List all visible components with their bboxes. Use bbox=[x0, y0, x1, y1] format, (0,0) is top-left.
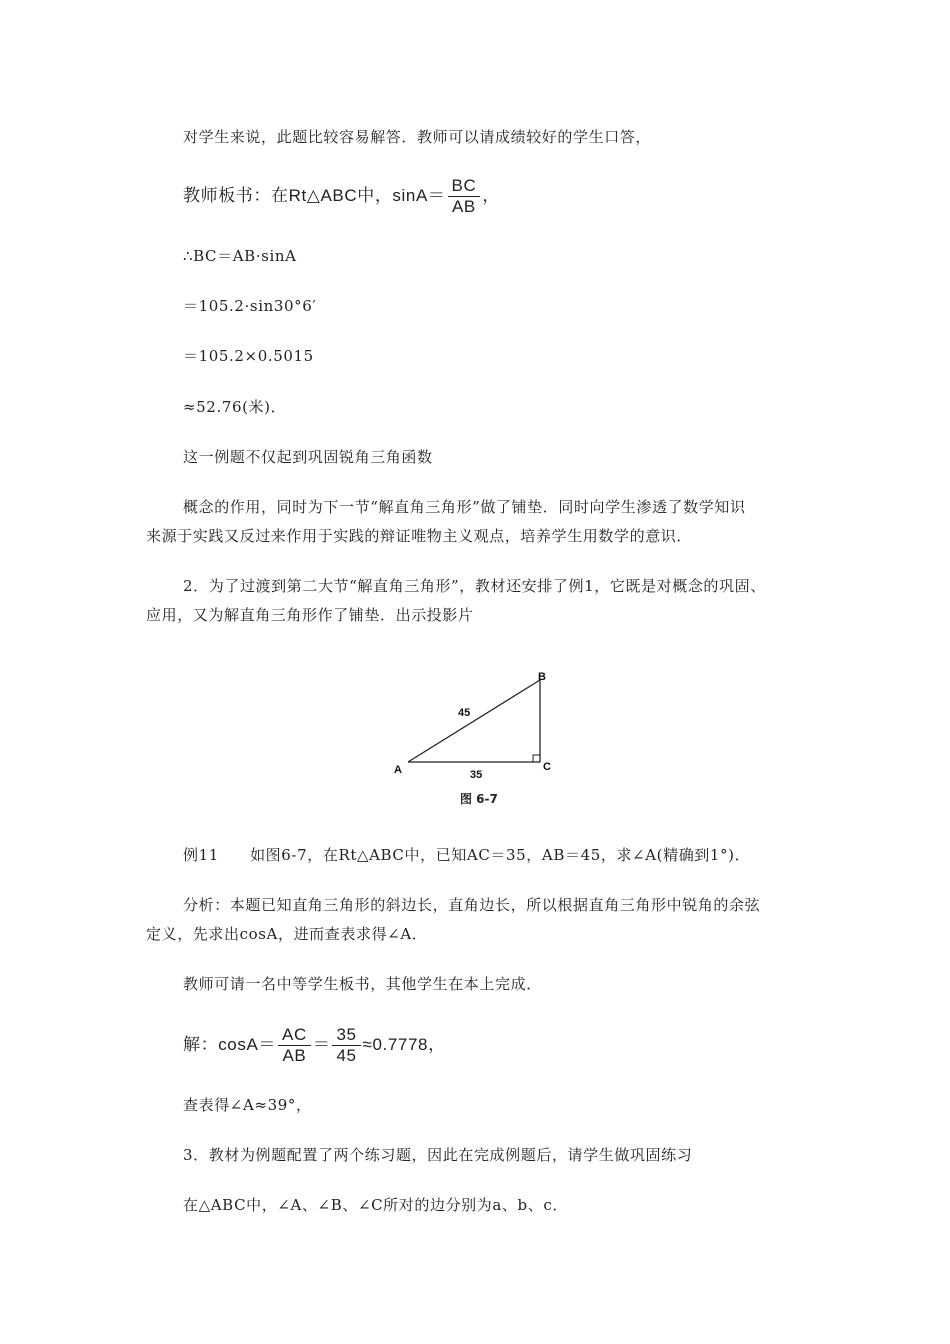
fraction-bc-ab bbox=[448, 176, 481, 217]
fraction-numerator: 35 bbox=[332, 1025, 360, 1046]
vertex-label-a: A bbox=[394, 764, 402, 776]
paragraph-triangle-sides: 在△ABC中，∠A、∠B、∠C所对的边分别为a、b、c． bbox=[183, 1196, 568, 1214]
solution-prefix: 解：cosA＝ bbox=[183, 1034, 276, 1054]
analysis-line2: 定义，先求出cosA，进而查表求得∠A． bbox=[146, 925, 428, 943]
paragraph-teacher-oral: 对学生来说，此题比较容易解答．教师可以请成绩较好的学生口答， bbox=[183, 128, 652, 146]
solution-equals: ＝ bbox=[312, 1034, 331, 1054]
paragraph-board-task: 教师可请一名中等学生板书，其他学生在本上完成． bbox=[183, 975, 542, 993]
board-formula-prefix: 教师板书：在Rt△ABC中，sinA＝ bbox=[183, 185, 446, 205]
right-angle-marker bbox=[533, 755, 540, 762]
fraction-denominator: AB bbox=[282, 1046, 307, 1065]
paragraph-exercises: 3．教材为例题配置了两个练习题，因此在完成例题后，请学生做巩固练习 bbox=[183, 1146, 693, 1164]
board-formula-suffix: ， bbox=[482, 185, 500, 205]
fraction-denominator: AB bbox=[451, 197, 476, 216]
vertex-label-c: C bbox=[543, 761, 551, 773]
solution-suffix: ≈0.7778， bbox=[362, 1034, 446, 1054]
table-lookup-result: 查表得∠A≈39°， bbox=[183, 1096, 312, 1114]
fraction-denominator: 45 bbox=[336, 1046, 357, 1065]
fraction-numerator: BC bbox=[448, 176, 481, 197]
triangle-figure bbox=[380, 664, 580, 788]
solution-formula bbox=[183, 1025, 446, 1066]
hypotenuse-length-label: 45 bbox=[458, 707, 471, 719]
paragraph-concept-line1: 概念的作用，同时为下一节“解直角三角形”做了铺垫．同时向学生渗透了数学知识 bbox=[183, 498, 746, 516]
example-11: 例11 如图6-7，在Rt△ABC中，已知AC＝35，AB＝45，求∠A(精确到1°)． bbox=[183, 846, 751, 864]
calc-step-1: ∴BC＝AB·sinA bbox=[183, 247, 297, 265]
base-length-label: 35 bbox=[470, 769, 483, 781]
paragraph-section2-line1: 2．为了过渡到第二大节“解直角三角形”，教材还安排了例1，它既是对概念的巩固、 bbox=[183, 577, 766, 595]
board-formula-sina bbox=[183, 176, 500, 217]
triangle-diagram bbox=[380, 664, 580, 784]
figure-caption: 图 6-7 bbox=[460, 792, 498, 806]
paragraph-section2-line2: 应用，又为解直角三角形作了铺垫．出示投影片 bbox=[146, 606, 474, 624]
analysis-line1: 分析：本题已知直角三角形的斜边长，直角边长，所以根据直角三角形中锐角的余弦 bbox=[183, 896, 761, 914]
fraction-ac-ab bbox=[278, 1025, 311, 1066]
calc-step-4: ≈52.76(米)． bbox=[183, 398, 287, 416]
calc-step-3: ＝105.2×0.5015 bbox=[183, 347, 314, 365]
fraction-35-45 bbox=[332, 1025, 360, 1066]
side-ab bbox=[408, 680, 540, 762]
paragraph-concept-line2: 来源于实践又反过来作用于实践的辩证唯物主义观点，培养学生用数学的意识． bbox=[146, 527, 693, 545]
fraction-numerator: AC bbox=[278, 1025, 311, 1046]
vertex-label-b: B bbox=[538, 671, 546, 683]
calc-step-2: ＝105.2·sin30°6′ bbox=[183, 297, 317, 315]
paragraph-example-purpose: 这一例题不仅起到巩固锐角三角函数 bbox=[183, 448, 433, 466]
